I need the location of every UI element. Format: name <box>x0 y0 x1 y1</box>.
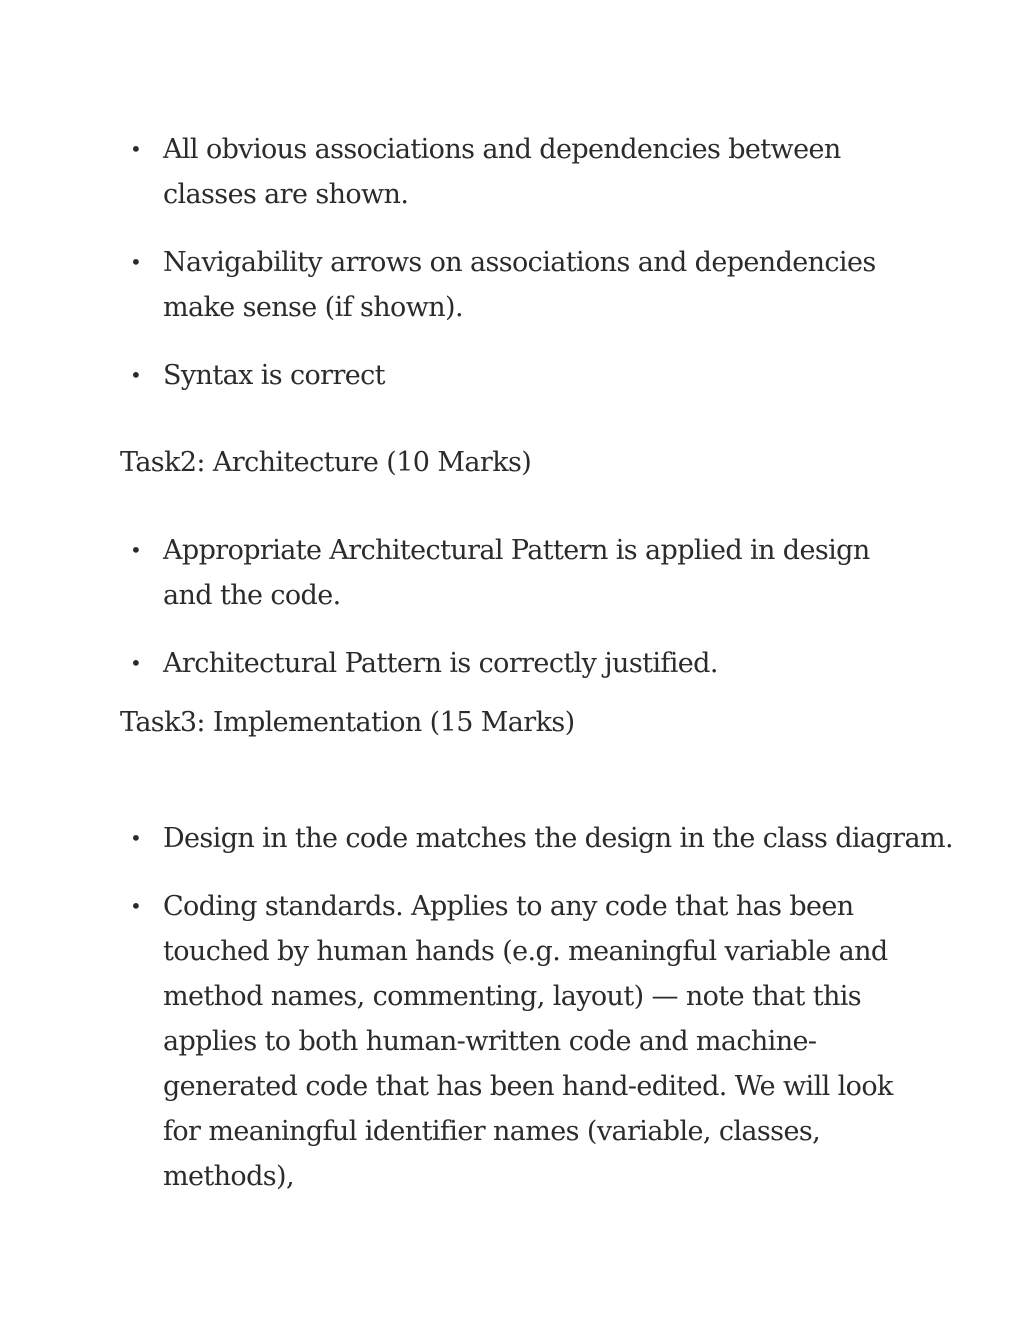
task3-heading: Task3: Implementation (15 Marks) <box>120 707 575 738</box>
list-item <box>120 816 953 861</box>
list-item-text: Architectural Pattern is correctly justified. <box>163 648 718 679</box>
list-item <box>120 353 920 398</box>
list-item <box>120 528 920 618</box>
list-item-text: All obvious associations and dependencies between classes are shown. <box>163 134 841 210</box>
bullet-icon: • <box>130 538 142 562</box>
task2-heading: Task2: Architecture (10 Marks) <box>120 447 532 478</box>
bullet-icon: • <box>130 137 142 161</box>
list-item-text: Appropriate Architectural Pattern is applied in design and the code. <box>163 535 870 611</box>
list-item-text: Design in the code matches the design in the class diagram. <box>163 823 953 854</box>
list-item <box>120 884 920 1199</box>
list-item-text: Navigability arrows on associations and dependencies make sense (if shown). <box>163 247 876 323</box>
bullet-icon: • <box>130 250 142 274</box>
criteria-list-task1 <box>120 127 920 398</box>
list-item <box>120 641 920 686</box>
bullet-icon: • <box>130 363 142 387</box>
list-item <box>120 240 920 330</box>
list-item-text: Coding standards. Applies to any code that has been touched by human hands (e.g. meaningful variable and method names, commenting, layout) — note that this applies to both human-written code and machine-generated code that has been hand-edited. We will look for meaningful identifier names (variable, classes, methods), <box>163 891 893 1192</box>
criteria-list-task3 <box>120 816 953 1199</box>
criteria-list-task2 <box>120 528 920 686</box>
bullet-icon: • <box>130 826 142 850</box>
list-item-text: Syntax is correct <box>163 360 385 391</box>
list-item <box>120 127 920 217</box>
bullet-icon: • <box>130 894 142 918</box>
bullet-icon: • <box>130 651 142 675</box>
